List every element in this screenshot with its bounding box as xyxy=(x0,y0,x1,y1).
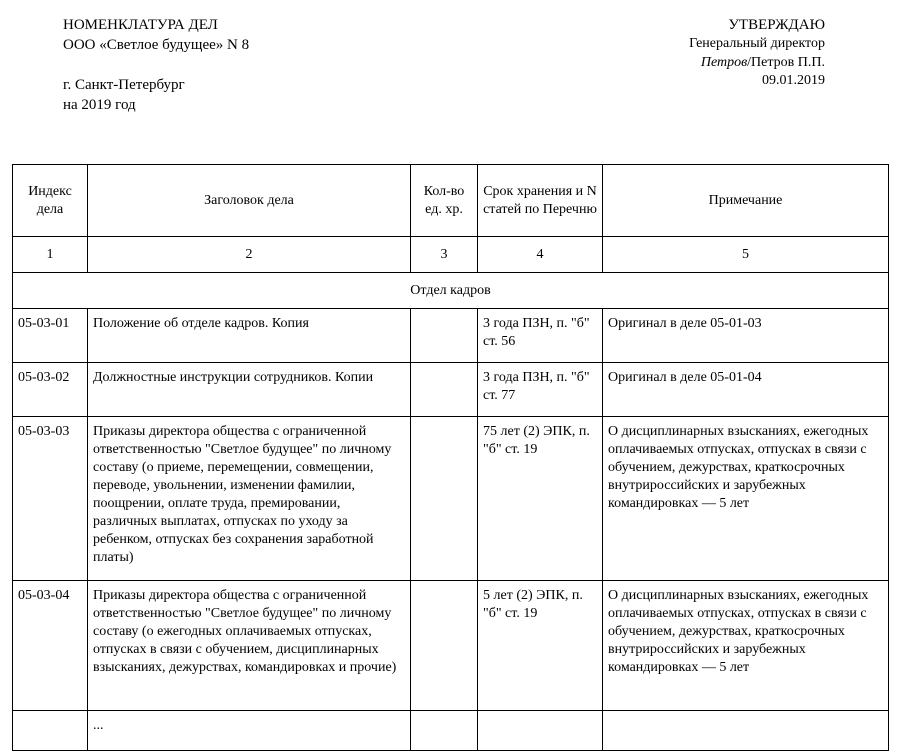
column-number: 3 xyxy=(411,237,478,273)
approver-name: /Петров П.П. xyxy=(747,54,825,70)
approval-date: 09.01.2019 xyxy=(762,73,825,88)
case-note xyxy=(603,711,889,751)
column-number: 4 xyxy=(478,237,603,273)
case-note: Оригинал в деле 05-01-04 xyxy=(603,363,889,417)
case-count xyxy=(411,417,478,581)
case-index: 05-03-02 xyxy=(13,363,88,417)
nomenclature-table xyxy=(12,164,889,751)
organization-name: ООО «Светлое будущее» N 8 xyxy=(63,37,250,53)
column-header-count: Кол-во ед. хр. xyxy=(411,165,478,237)
column-header-term: Срок хранения и N статей по Перечню xyxy=(478,165,603,237)
column-header-note: Примечание xyxy=(603,165,889,237)
case-title: Должностные инструкции сотрудников. Копии xyxy=(88,363,411,417)
table-row xyxy=(13,581,889,711)
approver-position: Генеральный директор xyxy=(689,36,825,51)
case-count xyxy=(411,363,478,417)
case-index: 05-03-03 xyxy=(13,417,88,581)
column-number: 1 xyxy=(13,237,88,273)
document-title: НОМЕНКЛАТУРА ДЕЛ xyxy=(63,17,218,33)
case-title: Приказы директора общества с ограниченной ответственностью "Светлое будущее" по личному составу (о приеме, перемещении, совмещении, переводе, увольнении, изменении фамилии, поощрении, оплате труда, премировании, различных выплатах, отпусках по уходу за ребенком, отпусках без сохранения заработной платы) xyxy=(88,417,411,581)
column-number: 5 xyxy=(603,237,889,273)
table-row xyxy=(13,417,889,581)
column-numbers-row xyxy=(13,237,889,273)
case-term: 5 лет (2) ЭПК, п. "б" ст. 19 xyxy=(478,581,603,711)
case-count xyxy=(411,581,478,711)
city: г. Санкт-Петербург xyxy=(63,77,185,93)
column-number: 2 xyxy=(88,237,411,273)
case-title: ... xyxy=(88,711,411,751)
table-row xyxy=(13,363,889,417)
case-term: 3 года ПЗН, п. "б" ст. 77 xyxy=(478,363,603,417)
case-title: Положение об отделе кадров. Копия xyxy=(88,309,411,363)
table-row xyxy=(13,711,889,751)
year: на 2019 год xyxy=(63,97,136,113)
case-term xyxy=(478,711,603,751)
column-header-title: Заголовок дела xyxy=(88,165,411,237)
case-title: Приказы директора общества с ограниченной ответственностью "Светлое будущее" по личному составу (о ежегодных оплачиваемых отпусках, отпусках в связи с обучением, дисциплинарных взысканиях, дежурствах, командировках и прочие) xyxy=(88,581,411,711)
case-count xyxy=(411,711,478,751)
section-row xyxy=(13,273,889,309)
approval-block xyxy=(689,15,825,91)
case-index: 05-03-04 xyxy=(13,581,88,711)
table-header-row xyxy=(13,165,889,237)
approval-label: УТВЕРЖДАЮ xyxy=(728,17,825,33)
case-index: 05-03-01 xyxy=(13,309,88,363)
table-row xyxy=(13,309,889,363)
column-header-index: Индекс дела xyxy=(13,165,88,237)
section-title: Отдел кадров xyxy=(13,273,889,309)
case-note: О дисциплинарных взысканиях, ежегодных оплачиваемых отпусках, отпусках в связи с обучением, дежурствах, краткосрочных внутрироссийских и зарубежных командировках — 5 лет xyxy=(603,581,889,711)
case-term: 75 лет (2) ЭПК, п. "б" ст. 19 xyxy=(478,417,603,581)
approver-signature-line xyxy=(689,54,825,73)
case-count xyxy=(411,309,478,363)
case-term: 3 года ПЗН, п. "б" ст. 56 xyxy=(478,309,603,363)
document-header xyxy=(63,15,249,115)
case-note: О дисциплинарных взысканиях, ежегодных оплачиваемых отпусках, отпусках в связи с обучением, дежурствах, краткосрочных внутрироссийских и зарубежных командировках — 5 лет xyxy=(603,417,889,581)
case-note: Оригинал в деле 05-01-03 xyxy=(603,309,889,363)
case-index xyxy=(13,711,88,751)
signature: Петров xyxy=(700,54,748,70)
